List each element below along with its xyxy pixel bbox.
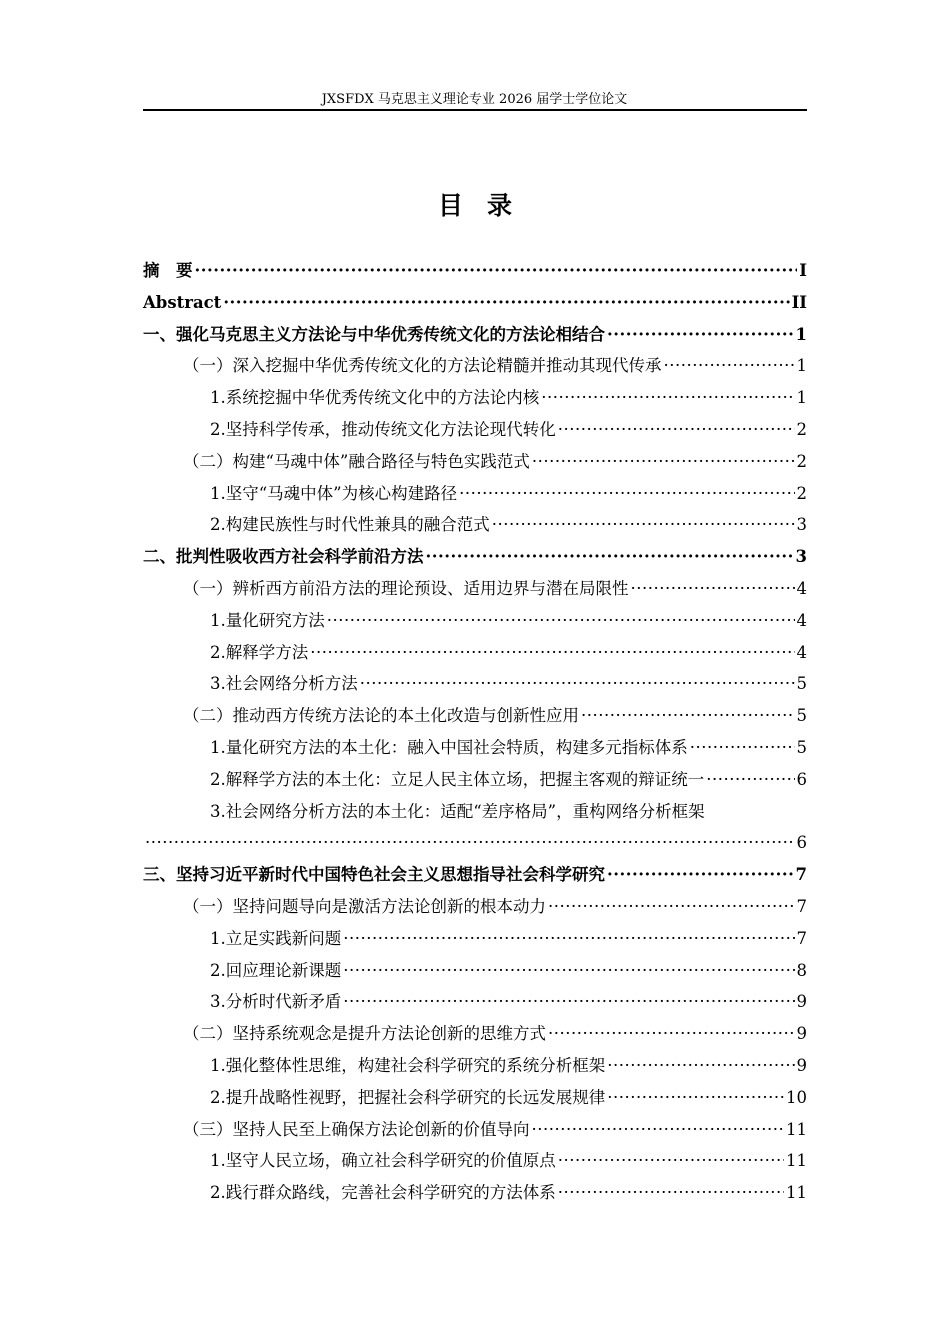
toc-page-number: 6 — [796, 769, 807, 789]
toc-entry[interactable] — [143, 1082, 807, 1114]
toc-entry[interactable] — [143, 573, 807, 605]
toc-entry[interactable] — [143, 923, 807, 955]
toc-entry-title: 2.解释学方法 — [210, 642, 309, 662]
toc-entry[interactable] — [143, 700, 807, 732]
toc-entry-title: （一）辨析西方前沿方法的理论预设、适用边界与潜在局限性 — [183, 578, 629, 598]
toc-entry[interactable] — [143, 796, 807, 860]
toc-entry[interactable] — [143, 478, 807, 510]
toc-entry-title: 3.社会网络分析方法 — [210, 674, 358, 694]
toc-entry-title: 1.系统挖掘中华优秀传统文化中的方法论内核 — [210, 388, 540, 408]
toc-page-number: 7 — [795, 865, 807, 885]
toc-dot-leader — [607, 1050, 794, 1082]
header-rule — [143, 109, 807, 111]
toc-dot-leader — [310, 637, 794, 669]
toc-entry[interactable] — [143, 382, 807, 414]
toc-page-number: 5 — [796, 674, 807, 694]
toc-page-number: 9 — [796, 1055, 807, 1075]
toc-entry-title: 1.立足实践新问题 — [210, 928, 342, 948]
toc-page-number: 2 — [796, 451, 807, 471]
toc-entry[interactable] — [143, 955, 807, 987]
toc-page-number: II — [791, 292, 807, 312]
toc-entry[interactable] — [143, 732, 807, 764]
toc-entry-title: 三、坚持习近平新时代中国特色社会主义思想指导社会科学研究 — [143, 865, 605, 885]
toc-entry[interactable] — [143, 414, 807, 446]
toc-page-number: 10 — [786, 1087, 807, 1107]
toc-entry-title: 3.社会网络分析方法的本土化：适配“差序格局”，重构网络分析框架 — [210, 801, 705, 821]
toc-entry-title: （二）构建“马魂中体”融合路径与特色实践范式 — [183, 451, 530, 471]
toc-page-number: 2 — [796, 419, 807, 439]
toc-page-number: 9 — [796, 992, 807, 1012]
toc-page-number: 1 — [796, 388, 807, 408]
toc-page-number: 4 — [796, 610, 807, 630]
toc-entry-title: （三）坚持人民至上确保方法论创新的价值导向 — [183, 1119, 530, 1139]
toc-dot-leader — [664, 350, 795, 382]
toc-dot-leader — [581, 700, 795, 732]
toc-entry[interactable] — [143, 764, 807, 796]
toc-page-number: 5 — [796, 706, 807, 726]
toc-entry-title: 2.回应理论新课题 — [210, 960, 342, 980]
toc-dot-leader — [343, 955, 794, 987]
toc-entry-title: （二）推动西方传统方法论的本土化改造与创新性应用 — [183, 706, 579, 726]
toc-entry-title: 1.量化研究方法 — [210, 610, 325, 630]
toc-entry[interactable] — [143, 1177, 807, 1209]
toc-page-number: 4 — [796, 578, 807, 598]
toc-page-number: 9 — [796, 1024, 807, 1044]
toc-entry-title: 2.坚持科学传承，推动传统文化方法论现代转化 — [210, 419, 556, 439]
toc-entry[interactable] — [143, 1114, 807, 1146]
toc-page-number: I — [799, 261, 807, 280]
toc-entry[interactable] — [143, 891, 807, 923]
toc-entry[interactable] — [143, 255, 807, 287]
toc-dot-leader — [343, 986, 794, 1018]
toc-entry[interactable] — [143, 605, 807, 637]
toc-page-number: 7 — [796, 896, 807, 916]
toc-page-number: 11 — [786, 1151, 807, 1171]
toc-entry[interactable] — [143, 350, 807, 382]
toc-dot-leader — [631, 573, 795, 605]
toc-entry-title: 2.践行群众路线，完善社会科学研究的方法体系 — [210, 1183, 556, 1203]
toc-dot-leader — [195, 255, 798, 287]
toc-entry[interactable] — [143, 541, 807, 573]
toc-entry-title: 1.量化研究方法的本土化：融入中国社会特质，构建多元指标体系 — [210, 737, 688, 757]
toc-entry-title: 2.提升战略性视野，把握社会科学研究的长远发展规律 — [210, 1087, 606, 1107]
toc-page-number: 1 — [795, 324, 807, 344]
toc-dot-leader — [548, 1018, 795, 1050]
toc-page-number: 8 — [796, 960, 807, 980]
toc-dot-leader — [426, 541, 794, 573]
toc-entry[interactable] — [143, 287, 807, 319]
toc-dot-leader — [706, 764, 794, 796]
toc-dot-leader — [558, 414, 795, 446]
toc-page-number: 11 — [786, 1119, 807, 1139]
page-header: JXSFDX 马克思主义理论专业 2026 届学士学位论文 — [321, 92, 628, 107]
toc-page-number: 3 — [796, 515, 807, 535]
toc-entry[interactable] — [143, 637, 807, 669]
toc-dot-leader — [607, 859, 794, 891]
toc-entry-title: （一）坚持问题导向是激活方法论创新的根本动力 — [183, 896, 546, 916]
toc-page-number: 6 — [796, 833, 807, 853]
toc-entry[interactable] — [143, 668, 807, 700]
toc-entry[interactable] — [143, 509, 807, 541]
toc-entry[interactable] — [143, 1050, 807, 1082]
toc-entry-title: 2.解释学方法的本土化：立足人民主体立场，把握主客观的辩证统一 — [210, 769, 705, 789]
toc-entry[interactable] — [143, 859, 807, 891]
toc-dot-leader — [343, 923, 794, 955]
toc-page-number: 1 — [796, 356, 807, 376]
toc-entry-title: （一）深入挖掘中华优秀传统文化的方法论精髓并推动其现代传承 — [183, 356, 662, 376]
toc-entry-title: 1.坚守人民立场，确立社会科学研究的价值原点 — [210, 1151, 556, 1171]
toc-title: 目录 — [437, 191, 536, 220]
toc-entry-title: 二、批判性吸收西方社会科学前沿方法 — [143, 547, 424, 567]
toc-page-number: 3 — [795, 547, 807, 567]
toc-dot-leader — [607, 319, 794, 351]
toc-page-number: 5 — [796, 737, 807, 757]
toc-page-number: 7 — [796, 928, 807, 948]
toc-dot-leader — [541, 382, 794, 414]
toc-entry-title: 3.分析时代新矛盾 — [210, 992, 342, 1012]
toc-dot-leader — [223, 287, 789, 319]
toc-list — [143, 255, 807, 1209]
toc-entry-title: 1.强化整体性思维，构建社会科学研究的系统分析框架 — [210, 1055, 606, 1075]
toc-dot-leader — [532, 1114, 785, 1146]
toc-page-number: 11 — [786, 1183, 807, 1203]
toc-entry[interactable] — [143, 986, 807, 1018]
toc-entry-title: 1.坚守“马魂中体”为核心构建路径 — [210, 483, 458, 503]
toc-entry-title: 一、强化马克思主义方法论与中华优秀传统文化的方法论相结合 — [143, 324, 605, 344]
toc-dot-leader — [690, 732, 795, 764]
toc-entry-title: （二）坚持系统观念是提升方法论创新的思维方式 — [183, 1024, 546, 1044]
toc-page-number: 4 — [796, 642, 807, 662]
toc-dot-leader — [532, 446, 795, 478]
toc-dot-leader — [360, 668, 795, 700]
toc-dot-leader — [459, 478, 794, 510]
toc-dot-leader — [558, 1177, 784, 1209]
toc-entry-title: 2.构建民族性与时代性兼具的融合范式 — [210, 515, 490, 535]
toc-dot-leader — [327, 605, 795, 637]
toc-dot-leader — [492, 509, 795, 541]
toc-entry-title: 摘 要 — [143, 261, 193, 280]
toc-entry[interactable] — [143, 446, 807, 478]
toc-page-number: 2 — [796, 483, 807, 503]
toc-entry-title: Abstract — [143, 292, 222, 312]
toc-entry[interactable] — [143, 1145, 807, 1177]
toc-dot-leader — [145, 827, 795, 859]
toc-dot-leader — [607, 1082, 784, 1114]
toc-dot-leader — [558, 1145, 784, 1177]
toc-entry[interactable] — [143, 319, 807, 351]
toc-entry[interactable] — [143, 1018, 807, 1050]
toc-dot-leader — [548, 891, 795, 923]
